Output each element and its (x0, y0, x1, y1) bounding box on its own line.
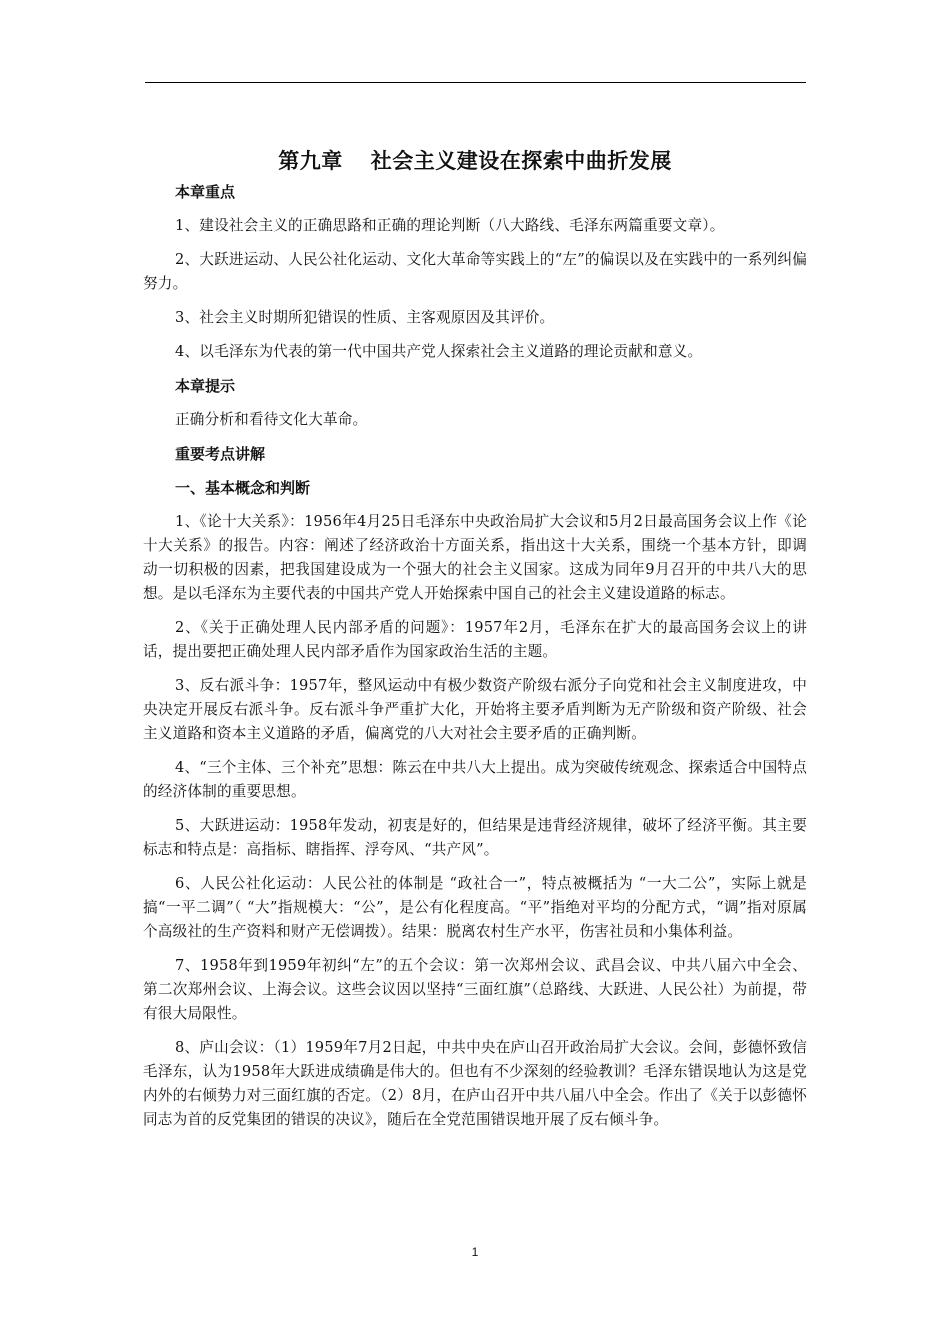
points-heading: 重要考点讲解 (175, 445, 266, 463)
focus-item: 3、社会主义时期所犯错误的性质、主客观原因及其评价。 (175, 309, 555, 326)
concept-item: 7、1958年到1959年初纠“左”的五个会议：第一次郑州会议、武昌会议、中共八届六中全会、第二次郑州会议、上海会议。这些会议因以坚持“三面红旗”（总路线、大跃进、人民公社）为前提，带有很大局限性。 (143, 957, 807, 1022)
document-body (143, 146, 807, 1142)
concept-item: 4、“三个主体、三个补充”思想：陈云在中共八大上提出。成为突破传统观念、探索适合中国特点的经济体制的重要思想。 (143, 759, 807, 800)
concept-item: 8、庐山会议：（1）1959年7月2日起，中共中央在庐山召开政治局扩大会议。会间，彭德怀致信毛泽东，认为1958年大跃进成绩确是伟大的。但也有不少深刻的经验教训？毛泽东错误地认为这是党内外的右倾势力对三面红旗的否定。（2）8月，在庐山召开中共八届八中全会。作出了《关于以彭德怀同志为首的反党集团的错误的决议》，随后在全党范围错误地开展了反右倾斗争。 (143, 1039, 807, 1128)
chapter-number: 第九章 (278, 149, 343, 173)
concept-item: 2、《关于正确处理人民内部矛盾的问题》：1957年2月，毛泽东在扩大的最高国务会议上的讲话，提出要把正确处理人民内部矛盾作为国家政治生活的主题。 (143, 619, 807, 660)
tip-heading: 本章提示 (175, 377, 236, 395)
concept-item: 1、《论十大关系》：1956年4月25日毛泽东中央政治局扩大会议和5月2日最高国务会议上作《论十大关系》的报告。内容：阐述了经济政治十方面关系，指出这十大关系，围绕一个基本方针，即调动一切积极的因素，把我国建设成为一个强大的社会主义国家。这成为同年9月召开的中共八大的思想。是以毛泽东为主要代表的中国共产党人开始探索中国自己的社会主义建设道路的标志。 (143, 513, 807, 602)
tip-text: 正确分析和看待文化大革命。 (175, 411, 368, 428)
chapter-title (143, 146, 807, 176)
concept-item: 5、大跃进运动：1958年发动，初衷是好的，但结果是违背经济规律，破坏了经济平衡。其主要标志和特点是：高指标、瞎指挥、浮夸风、“共产风”。 (143, 817, 807, 858)
focus-item: 2、大跃进运动、人民公社化运动、文化大革命等实践上的“左”的偏误以及在实践中的一系列纠偏努力。 (143, 251, 807, 292)
focus-item: 1、建设社会主义的正确思路和正确的理论判断（八大路线、毛泽东两篇重要文章）。 (175, 217, 725, 234)
header-rule (145, 82, 806, 83)
concept-item: 3、反右派斗争：1957年，整风运动中有极少数资产阶级右派分子向党和社会主义制度进攻，中央决定开展反右派斗争。反右派斗争严重扩大化，开始将主要矛盾判断为无产阶级和资产阶级、社会主义道路和资本主义道路的矛盾，偏离党的八大对社会主要矛盾的正确判断。 (143, 677, 807, 742)
focus-item: 4、以毛泽东为代表的第一代中国共产党人探索社会主义道路的理论贡献和意义。 (175, 343, 703, 360)
concept-item: 6、人民公社化运动：人民公社的体制是 “政社合一”，特点被概括为 “一大二公”，实际上就是搞“一平二调”（ “大”指规模大：“公”，是公有化程度高。“平”指绝对平均的分配方式，“调”指对原属个高级社的生产资料和财产无偿调拨）。结果：脱离农村生产水平，伤害社员和小集体利益。 (143, 875, 807, 940)
sub-heading: 一、基本概念和判断 (175, 479, 311, 497)
page-number: 1 (471, 1245, 479, 1259)
focus-heading: 本章重点 (175, 183, 236, 201)
chapter-name: 社会主义建设在探索中曲折发展 (370, 149, 672, 173)
